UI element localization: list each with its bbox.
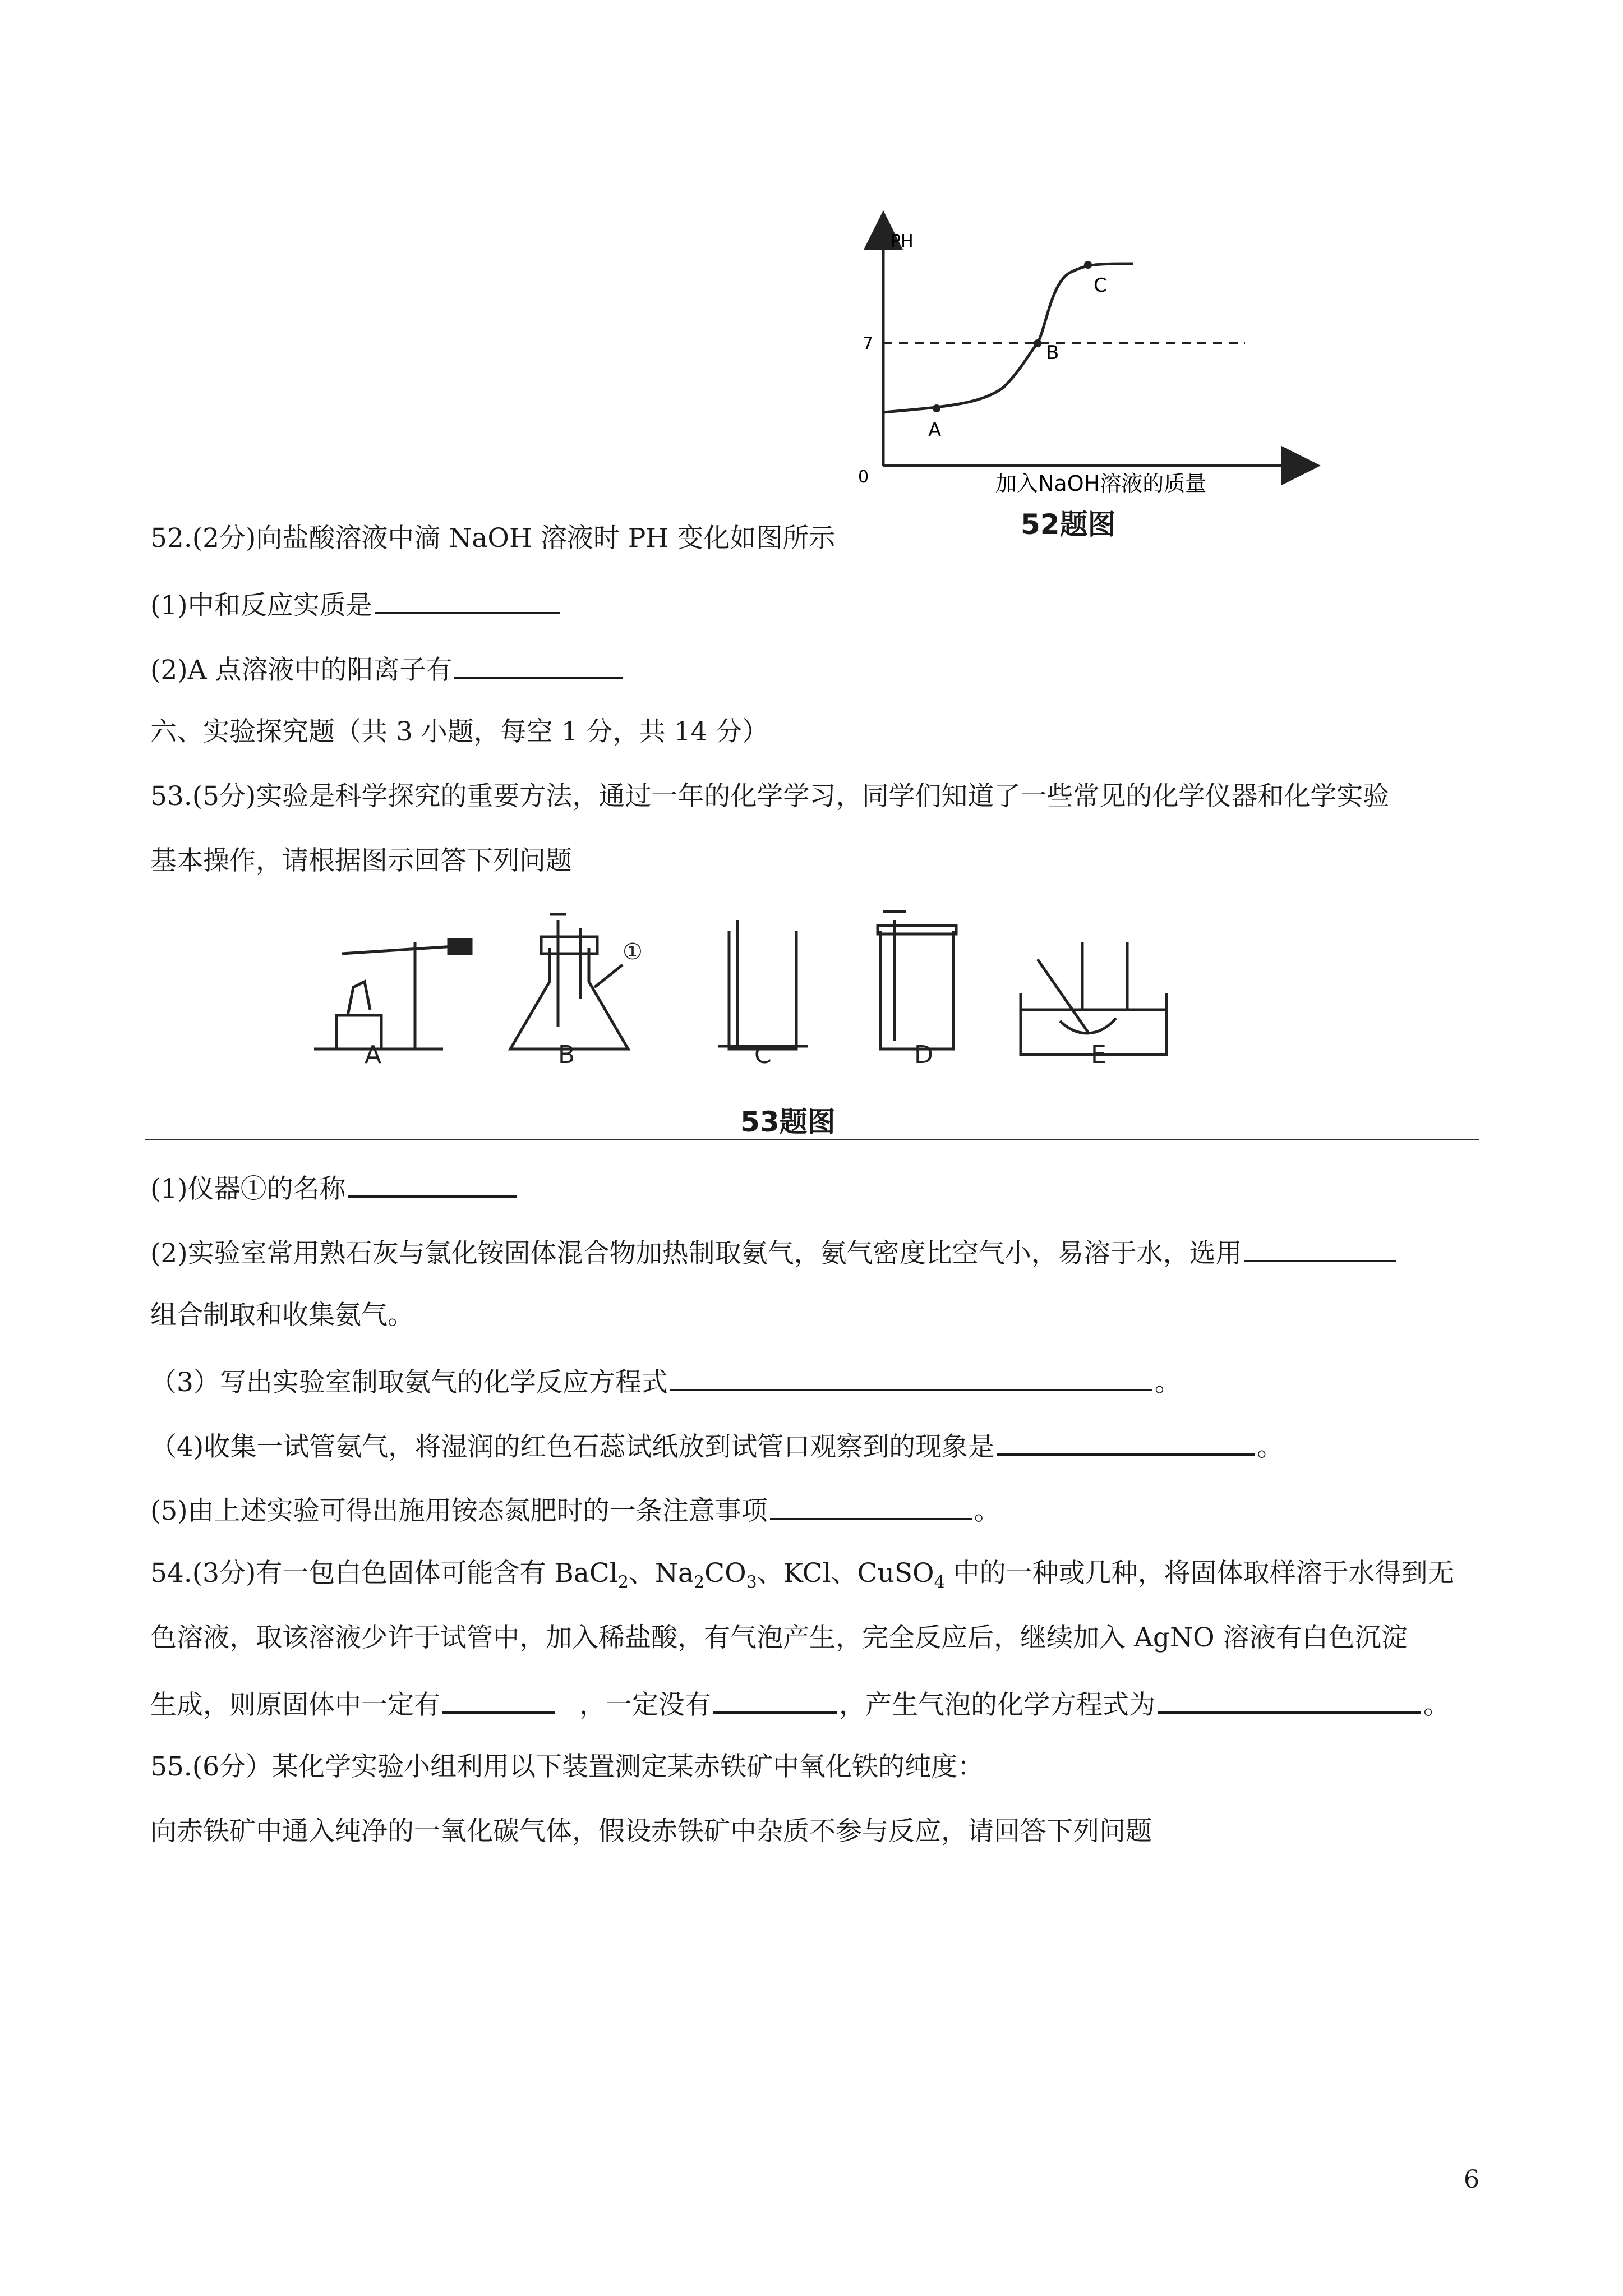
q53-part1-text: (1)仪器①的名称: [150, 1174, 346, 1204]
apparatus-label-e: E: [1091, 1041, 1106, 1069]
period: 。: [1257, 1432, 1284, 1462]
point-b-label: B: [1046, 342, 1059, 364]
apparatus-label-b: B: [558, 1041, 575, 1069]
apparatus-label-a: A: [365, 1041, 382, 1069]
subscript: 3: [746, 1572, 757, 1593]
answer-blank[interactable]: [1158, 1686, 1421, 1714]
apparatus-e-water-trough: [1021, 942, 1166, 1055]
figure-53-caption: 53题图: [740, 1106, 836, 1138]
point-a-marker: [933, 404, 940, 412]
q53-stem-line1: 53.(5分)实验是科学探究的重要方法，通过一年的化学学习，同学们知道了一些常见的化学仪器和化学实验: [150, 781, 1390, 812]
apparatus-c-upward-collection: [718, 920, 808, 1049]
q53-part5-text: (5)由上述实验可得出施用铵态氮肥时的一条注意事项: [150, 1496, 768, 1526]
answer-blank[interactable]: [1244, 1234, 1396, 1262]
answer-blank[interactable]: [348, 1170, 517, 1198]
subscript: 2: [617, 1572, 629, 1593]
q53-stem-line2: 基本操作，请根据图示回答下列问题: [150, 845, 572, 876]
q52-stem: 52.(2分)向盐酸溶液中滴 NaOH 溶液时 PH 变化如图所示: [150, 523, 836, 554]
y-axis-label: PH: [891, 232, 914, 251]
x-axis-label: 加入NaOH溶液的质量: [995, 471, 1207, 496]
figure-52-caption: 52题图: [1021, 508, 1116, 541]
q53-part4: [150, 1428, 1283, 1464]
q54-text: 生成，则原固体中一定有: [150, 1690, 440, 1720]
ph-curve-figure: [852, 219, 1312, 496]
q54-text: 54.(3分)有一包白色固体可能含有 BaCl: [150, 1558, 618, 1589]
apparatus-a-heating-setup: [314, 940, 471, 1049]
period: 。: [1154, 1367, 1181, 1398]
q54-text: 、Na: [628, 1558, 694, 1589]
point-c-marker: [1084, 261, 1092, 269]
q54-text: CO: [704, 1558, 746, 1589]
q53-part2-line1: [150, 1234, 1398, 1271]
q52-part2: [150, 651, 625, 687]
q54-line1: [150, 1557, 1454, 1599]
q52-part2-text: (2)A 点溶液中的阳离子有: [150, 655, 453, 685]
q54-text: ，一定没有: [579, 1690, 711, 1720]
apparatus-b-conical-flask: [510, 914, 643, 1049]
answer-blank[interactable]: [670, 1363, 1152, 1391]
origin-label: 0: [858, 467, 869, 487]
q54-line2: 色溶液，取该溶液少许于试管中，加入稀盐酸，有气泡产生，完全反应后，继续加入 AgNO 溶液有白色沉淀: [150, 1622, 1408, 1653]
answer-blank[interactable]: [454, 651, 623, 679]
q53-part2-text: (2)实验室常用熟石灰与氯化铵固体混合物加热制取氨气，氨气密度比空气小，易溶于水，选用: [150, 1238, 1242, 1269]
instrument-1-marker: ①: [623, 939, 643, 965]
q53-part3-text: （3）写出实验室制取氨气的化学反应方程式: [150, 1367, 668, 1398]
divider-line: [145, 1139, 1479, 1140]
apparatus-label-c: C: [754, 1041, 772, 1069]
answer-blank[interactable]: [713, 1686, 837, 1714]
q54-text: 中的一种或几种，将固体取样溶于水得到无: [944, 1558, 1454, 1589]
q54-line3: [150, 1686, 1450, 1722]
period: 。: [974, 1496, 1000, 1526]
point-b-marker: [1034, 339, 1041, 347]
q52-part1-text: (1)中和反应实质是: [150, 590, 372, 621]
answer-blank[interactable]: [997, 1428, 1255, 1456]
q54-text: 、KCl、CuSO: [757, 1558, 934, 1589]
q55-line1: 55.(6分）某化学实验小组利用以下装置测定某赤铁矿中氧化铁的纯度：: [150, 1751, 984, 1782]
q53-part5: [150, 1492, 1000, 1528]
q54-text: ，产生气泡的化学方程式为: [839, 1690, 1155, 1720]
ref-value-label: 7: [863, 334, 874, 353]
point-c-label: C: [1094, 274, 1107, 297]
section-6-title: 六、实验探究题（共 3 小题，每空 1 分，共 14 分）: [150, 716, 769, 747]
point-a-label: A: [928, 419, 942, 441]
q53-part2-line2: 组合制取和收集氨气。: [150, 1300, 414, 1331]
apparatus-d-downward-collection: [878, 912, 956, 1049]
q53-part1: [150, 1170, 519, 1206]
page-number: 6: [1464, 2165, 1479, 2194]
q55-line2: 向赤铁矿中通入纯净的一氧化碳气体，假设赤铁矿中杂质不参与反应，请回答下列问题: [150, 1816, 1152, 1847]
q52-part1: [150, 586, 562, 623]
answer-blank[interactable]: [442, 1686, 555, 1714]
subscript: 2: [694, 1572, 705, 1593]
apparatus-label-d: D: [914, 1041, 933, 1069]
q53-part4-text: （4)收集一试管氨气，将湿润的红色石蕊试纸放到试管口观察到的现象是: [150, 1432, 995, 1462]
q53-part3: [150, 1363, 1181, 1400]
subscript: 4: [934, 1572, 945, 1593]
q54-text: 。: [1423, 1690, 1450, 1720]
answer-blank[interactable]: [375, 586, 560, 614]
answer-blank[interactable]: [770, 1492, 972, 1520]
apparatus-figure: [303, 898, 1346, 1069]
